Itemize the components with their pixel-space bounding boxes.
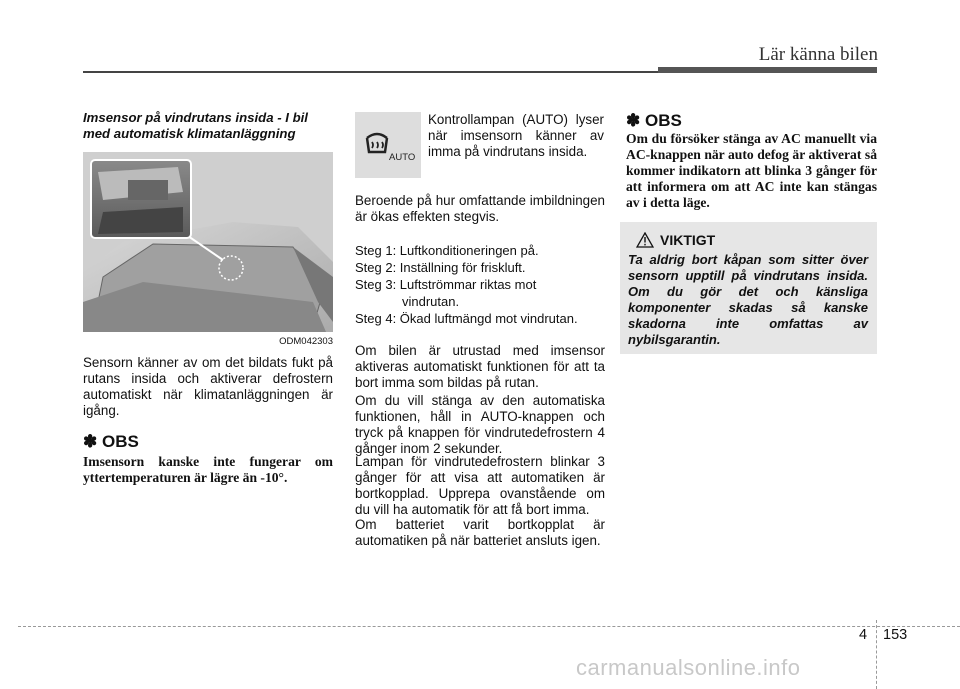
header-rule: [83, 71, 658, 73]
paragraph-2: Om bilen är utrustad med imsensor aktiveras automatiskt funktionen för att ta bort imma som bildas på rutan.: [355, 343, 605, 390]
subheading: Imsensor på vindrutans insida - I bil med automatisk klimatanläggning: [83, 110, 308, 141]
step-3: Steg 3: Luftströmmar riktas mot: [355, 277, 537, 292]
step-4: Steg 4: Ökad luftmängd mot vindrutan.: [355, 311, 578, 326]
step-3-cont: vindrutan.: [402, 294, 460, 309]
paragraph-1: Beroende på hur omfattande imbildningen är ökas effekten stegvis.: [355, 193, 605, 224]
right-obs-text: Om du försöker stänga av AC manuellt via AC-knappen när auto defog är aktiverat så kommer indikatorn att blinka 3 gånger för att informera om att AC inte kan stängas av i detta läge.: [626, 131, 877, 210]
footer-rule: [18, 626, 960, 627]
header-bar: [658, 67, 877, 73]
steps-list: [355, 242, 605, 327]
warning-box: [620, 222, 877, 354]
windshield-figure: [83, 152, 333, 348]
windshield-illustration: [83, 152, 333, 348]
footer-divider: [876, 620, 877, 689]
chapter-number: 4: [859, 627, 868, 643]
step-2: Steg 2: Inställning för friskluft.: [355, 260, 526, 275]
auto-defog-icon: [355, 112, 421, 178]
warning-text: Ta aldrig bort kåpan som sitter över sensorn upptill på vindrutans insida. Om du gör det och känsliga komponenter skadas så kanske skadorna inte omfattas av nybilsgarantin.: [628, 252, 868, 347]
image-code: ODM042303: [279, 336, 333, 347]
left-obs-title: ✽ OBS: [83, 432, 139, 451]
lamp-text: Kontrollampan (AUTO) lyser när imsensorn känner av imma på vindrutans insida.: [428, 112, 604, 159]
windshield-defrost-icon: [355, 112, 421, 178]
paragraph-3: Om du vill stänga av den automatiska funktionen, håll in AUTO-knappen och tryck på knappen för vindrutedefrostern 4 gånger inom 2 sekunder.: [355, 393, 605, 456]
left-body: Sensorn känner av om det bildats fukt på rutans insida och aktiverar defrostern automatiskt när klimatanläggningen är igång.: [83, 355, 333, 418]
warning-title: VIKTIGT: [660, 232, 716, 248]
warning-triangle-icon: [636, 232, 654, 253]
page-number: 153: [883, 627, 908, 643]
right-obs-title: ✽ OBS: [626, 111, 682, 130]
step-1: Steg 1: Luftkonditioneringen på.: [355, 243, 539, 258]
section-title: Lär känna bilen: [758, 44, 878, 65]
auto-label: AUTO: [389, 152, 416, 163]
left-obs-text: Imsensorn kanske inte fungerar om yttertemperaturen är lägre än -10°.: [83, 454, 333, 485]
paragraph-4: Lampan för vindrutedefrostern blinkar 3 gånger för att visa att automatiken är bortkopplad. Upprepa ovanstående om du vill ha automatik för att få bort imma.: [355, 454, 605, 517]
paragraph-5: Om batteriet varit bortkopplat är automatiken på när batteriet ansluts igen.: [355, 517, 605, 548]
watermark: carmanualsonline.info: [576, 655, 801, 680]
